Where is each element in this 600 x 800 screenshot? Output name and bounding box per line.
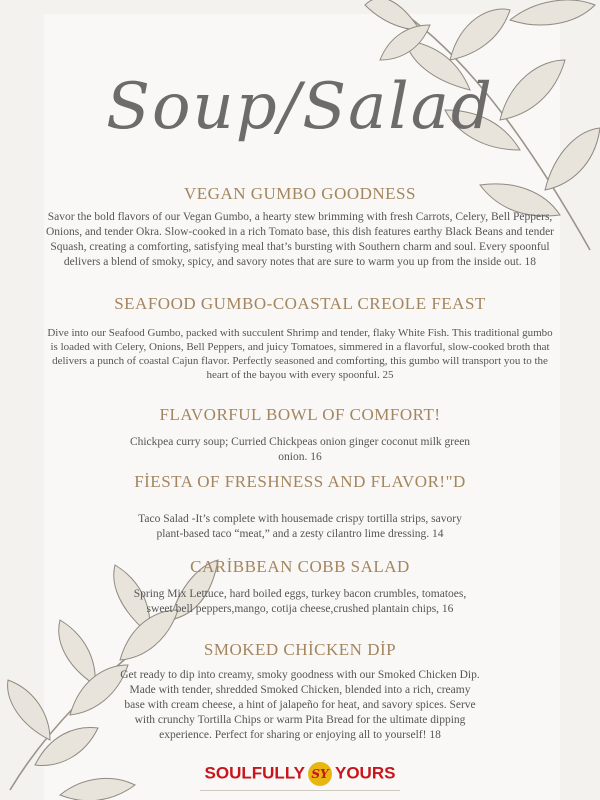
menu-item-name: SEAFOOD GUMBO-COASTAL CREOLE FEAST [114,294,486,313]
logo-text-right: YOURS [334,763,396,783]
menu-item-description: Spring Mix Lettuce, hard boiled eggs, turkey bacon crumbles, tomatoes, sweet bell peppers,mango, cotija cheese,crushed plantain chips, 16 [133,588,467,615]
menu-item-name: FLAVORFUL BOWL OF COMFORT! [159,405,441,424]
page-title: Soup/Salad [106,70,494,144]
menu-item-description: Chickpea curry soup; Curried Chickpeas onion ginger coconut milk green onion. 16 [129,436,471,463]
menu-item-description: Get ready to dip into creamy, smoky goodness with our Smoked Chicken Dip. Made with tender, shredded Smoked Chicken, blended into a rich, creamy base with cream cheese, a hint of jalapeño for heat, and savory spices. Serve with crunchy Tortilla Chips or warm Pita Bread for the ultimate dipping experience. Perfect for sharing or enjoying all to yourself! 18 [120,669,480,741]
menu-item-name: SMOKED CHİCKEN DİP [203,640,397,659]
logo-mark: SY [308,762,332,786]
menu-item [125,557,475,617]
menu-item-description: Dive into our Seafood Gumbo, packed with succulent Shrimp and tender, flaky White Fish. This traditional gumbo is loaded with Celery, Onions, Bell Peppers, and juicy Tomatoes, simmered in a flavorful, slow-cooked broth that delivers a punch of coastal Cajun flavor. Perfectly seasoned and comforting, this gumbo will transport you to the heart of the bayou with every spoonful. 25 [47,327,553,381]
menu-item [44,294,556,382]
logo-text-left: SOULFULLY [204,763,305,783]
menu-item [125,405,475,465]
menu-item [120,640,480,743]
menu-item [125,472,475,542]
menu-item [44,184,556,270]
menu-item-name: CARİBBEAN COBB SALAD [190,557,410,576]
menu-item-name: FİESTA OF FRESHNESS AND FLAVOR!"D [134,472,466,491]
menu-item-description: Taco Salad -It’s complete with housemade crispy tortilla strips, savory plant-based taco “meat,” and a zesty cilantro lime dressing. 14 [138,513,462,540]
brand-logo [0,762,600,786]
menu-item-name: VEGAN GUMBO GOODNESS [184,184,416,203]
menu-item-description: Savor the bold flavors of our Vegan Gumbo, a hearty stew brimming with fresh Carrots, Celery, Bell Peppers, Onions, and tender Okra. Slow-cooked in a rich Tomato base, this dish features earthy Black Beans and tender Squash, creating a comforting, satisfying meal that’s bursting with Southern charm and soul. Every spoonful delivers a blend of smoky, spicy, and savory notes that are sure to warm you up from the inside out. 18 [45,211,555,268]
divider [200,790,400,791]
